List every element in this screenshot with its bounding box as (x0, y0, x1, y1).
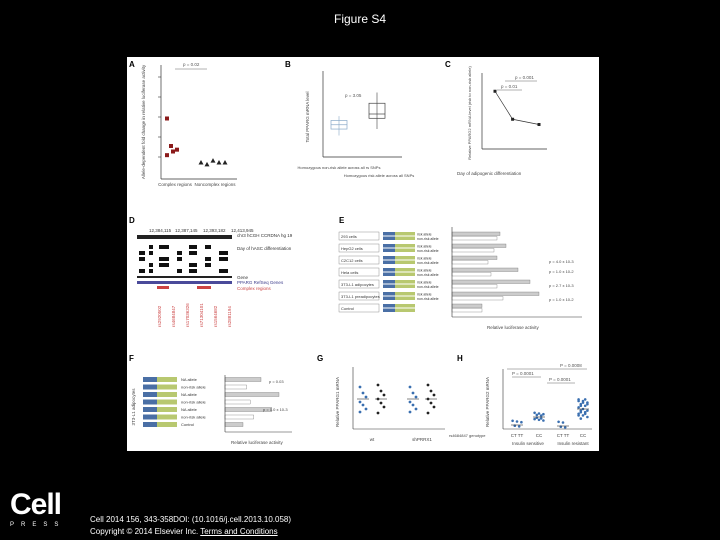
panel-h-point (580, 417, 583, 420)
panel-e-construct (383, 232, 395, 236)
panel-f-row-label: non-risk allele (181, 399, 206, 405)
cell-press-logo (10, 488, 66, 528)
panel-h-xcat-3: CT TT (556, 433, 570, 438)
panel-d-coord-3: 12,393,182 (203, 228, 226, 233)
panel-d-signal-bar (159, 245, 169, 249)
panel-c-p2: p = 0.01 (501, 84, 518, 89)
panel-e-construct (383, 309, 395, 313)
panel-f-construct (143, 392, 157, 397)
panel-e-construct (395, 244, 415, 248)
panel-e-label: E (339, 216, 345, 225)
panel-f-row-label: NA allele (181, 377, 197, 382)
panel-h-xheader: rs4684847 genotype (449, 433, 486, 438)
panel-e-cell-label: Hela cells (341, 270, 359, 275)
citation (90, 514, 291, 538)
panel-h-point (582, 414, 585, 417)
panel-g-point (415, 396, 418, 399)
panel-a-ylabel: Allele-dependent fold change in relative luciferase activity (141, 64, 146, 180)
panel-d-snp-4: rs71304101 (199, 303, 204, 327)
panel-h-point (577, 414, 580, 417)
panel-d-bars (139, 245, 228, 273)
panel-e-bar (452, 244, 506, 248)
panel-d-signal-bar (205, 257, 211, 261)
panel-e-construct (383, 237, 395, 241)
panel-e-bar (452, 304, 482, 308)
panel-h-point (580, 411, 583, 414)
panel-e-bar (452, 273, 491, 277)
panel-f-p2: p = 1.0 x 10-3 (263, 407, 288, 412)
panel-a-point (165, 117, 169, 121)
panel-d-signal-bar (149, 269, 153, 273)
panel-h-point (564, 426, 567, 429)
panel-h-point (520, 421, 523, 424)
panel-g-point (383, 394, 386, 397)
panel-e-construct (395, 232, 415, 236)
panel-e-construct (395, 309, 415, 313)
panel-d-track-label-1: chr3 hCGH CCRDNA hg 19 (237, 233, 293, 238)
panel-e-construct (395, 256, 415, 260)
panel-g-xcat-1: wt (369, 437, 375, 442)
panel-e-bar (452, 292, 539, 296)
panel-g-point (433, 406, 436, 409)
panel-g-point (377, 384, 380, 387)
panel-f-construct (143, 377, 157, 382)
panel-f-row-label: NA allele (181, 407, 197, 412)
panel-e-bar (452, 280, 530, 284)
panel-g-point (359, 386, 362, 389)
panel-c-p1: p = 0.001 (515, 75, 534, 80)
panel-f-construct (143, 385, 157, 390)
panel-e-bar (452, 261, 488, 265)
panel-e-rows (339, 232, 539, 312)
panel-g-point (362, 404, 365, 407)
panel-e-construct (395, 304, 415, 308)
panel-c-point (511, 118, 514, 121)
panel-d-coord-4: 12,413,945 (231, 228, 254, 233)
panel-f-bar (225, 415, 254, 419)
panel-g (317, 354, 445, 442)
panel-g-label: G (317, 354, 324, 363)
panel-d-signal-bar (139, 269, 145, 273)
panel-e-p3: p = 2.7 x 10-3 (549, 283, 574, 288)
panel-d-signal-bar (139, 257, 145, 261)
panel-d-coord-2: 12,387,145 (175, 228, 198, 233)
panel-g-xcat-2: shPRRX1 (412, 437, 432, 442)
panel-f-bar (225, 378, 261, 382)
panel-e-bar (452, 232, 500, 236)
panel-c (445, 60, 547, 176)
panel-f-construct (157, 415, 177, 420)
panel-h-xcat-2: CC (535, 433, 543, 438)
panel-e-construct (383, 268, 395, 272)
panel-g-point (359, 401, 362, 404)
panel-e (339, 216, 582, 330)
panel-g-point (409, 386, 412, 389)
panel-e-allele-label: risk allele (417, 268, 432, 273)
panel-h-point (516, 420, 519, 423)
panel-h-xcat-4: CC (579, 433, 587, 438)
panel-h-point (586, 409, 589, 412)
panel-f-construct (157, 377, 177, 382)
panel-d-track-label-4: PPARG RefSeq Genes (237, 280, 284, 285)
panel-b (285, 60, 414, 178)
panel-b-xcat-1: Homozygous non-risk allele across all rs SNPs (297, 165, 381, 170)
panel-e-construct (395, 292, 415, 296)
panel-f-row-label: Control (181, 422, 194, 427)
panel-g-point (430, 402, 433, 405)
panel-a-point (205, 162, 210, 167)
panel-d-track-1 (137, 235, 232, 239)
panel-h-point (557, 421, 560, 424)
panel-d-snp-3: rs17036326 (185, 303, 190, 327)
panel-d-track-label-3: Gene (237, 275, 249, 280)
panel-f-construct (157, 400, 177, 405)
panel-d-signal-bar (189, 269, 197, 273)
panel-d-signal-bar (149, 245, 153, 249)
panel-d-signal-bar (159, 257, 169, 261)
panel-g-point (415, 408, 418, 411)
panel-h-group-2: Insulin resistant (557, 441, 589, 446)
panel-f-construct (157, 385, 177, 390)
panel-g-point (412, 404, 415, 407)
panel-e-cell-label: Control (341, 306, 354, 311)
terms-link[interactable]: Terms and Conditions (200, 527, 278, 536)
panel-e-p1: p = 4.0 x 10-3 (549, 259, 574, 264)
panel-a-point (199, 160, 204, 165)
panel-e-p2: p = 1.0 x 10-2 (549, 269, 574, 274)
panel-d-snp-5: rs1564682 (213, 305, 218, 327)
panel-d-label: D (129, 216, 135, 225)
panel-d-signal-bar (149, 263, 153, 267)
panel-e-construct (395, 268, 415, 272)
panel-e-construct (383, 256, 395, 260)
panel-f-construct (157, 392, 177, 397)
panel-e-bar (452, 237, 497, 241)
panel-h-point (580, 405, 583, 408)
panel-e-construct (383, 285, 395, 289)
panel-e-cell-label: 3T3-L1 adipocytes (341, 282, 374, 287)
panel-g-point (359, 411, 362, 414)
panel-e-construct (383, 261, 395, 265)
panel-a-pvalue: p = 0.02 (183, 62, 200, 67)
panel-f-bar (225, 393, 279, 397)
panel-h-point (542, 413, 545, 416)
panel-h-ylabel: Relative PPARG2 mRNA (485, 377, 490, 427)
panel-h-point (538, 419, 541, 422)
panel-f-row-label: non-risk allele (181, 384, 206, 390)
panel-e-construct (395, 249, 415, 253)
panel-g-point (412, 392, 415, 395)
panel-f-rows (143, 377, 279, 427)
panel-a (129, 60, 237, 187)
panel-h-point (586, 403, 589, 406)
panel-e-construct (383, 292, 395, 296)
panel-h-point (511, 420, 514, 423)
panel-e-cell-label: HepG2 cells (341, 246, 363, 251)
panel-a-point (169, 144, 173, 148)
panel-d-signal-bar (189, 245, 197, 249)
panel-h-point (584, 405, 587, 408)
copyright-text: Copyright © 2014 Elsevier Inc. (90, 527, 199, 536)
panel-c-point (494, 90, 497, 93)
panel-d-signal-bar (177, 269, 182, 273)
panel-d-coord-1: 12,384,115 (149, 228, 172, 233)
panel-e-construct (395, 297, 415, 301)
panel-h-xcat-1: CT TT (510, 433, 524, 438)
panel-h-point (540, 414, 543, 417)
panel-d-complex-2 (197, 286, 211, 289)
panel-d-signal-bar (149, 251, 153, 255)
panel-e-allele-label: non-risk allele (417, 261, 439, 265)
panel-h-point (536, 414, 539, 417)
panel-h-point (577, 406, 580, 409)
panel-f-xlabel: Relative luciferase activity (231, 440, 283, 445)
panel-f-ylabel: 3T3-L1 adipocytes (131, 388, 136, 426)
panel-h-point (586, 416, 589, 419)
panel-e-bar (452, 285, 497, 289)
panel-e-construct (383, 304, 395, 308)
panel-e-bar (452, 249, 494, 253)
panel-h-point (577, 400, 580, 403)
panel-d-signal-bar (189, 251, 197, 255)
panel-e-allele-label: non-risk allele (417, 237, 439, 241)
panel-f-label: F (129, 354, 134, 363)
panel-d-gene (137, 281, 232, 284)
panel-h-point (540, 417, 543, 420)
panel-e-allele-label: risk allele (417, 256, 432, 261)
panel-e-construct (395, 261, 415, 265)
panel-b-boxes (331, 93, 385, 136)
panel-b-ylabel: Total PPARG mRNA level (305, 91, 310, 143)
panel-e-cell-label: C2C12 cells (341, 258, 363, 263)
panel-a-point (175, 148, 179, 152)
panel-d-complex-1 (157, 286, 169, 289)
panel-e-bar (452, 309, 482, 313)
panel-d-signal-bar (177, 251, 182, 255)
panel-e-p4: p = 1.0 x 10-2 (549, 297, 574, 302)
panel-c-series-line (495, 91, 539, 124)
panel-h-point (542, 419, 545, 422)
panel-e-construct (395, 273, 415, 277)
figure-panel (127, 57, 599, 451)
panel-g-point (427, 384, 430, 387)
panel-a-points (165, 117, 228, 167)
panel-a-point (171, 150, 175, 154)
panel-f-construct (143, 415, 157, 420)
panel-e-construct (383, 244, 395, 248)
panel-f-row-label: NA allele (181, 392, 197, 397)
panel-c-label: C (445, 60, 451, 69)
panel-d-signal-bar (219, 251, 228, 255)
panel-c-ylabel: Relative PPARG2 mRNA level (risk to non-risk allele) (467, 66, 472, 160)
panel-g-point (430, 390, 433, 393)
panel-g-point (383, 406, 386, 409)
panel-e-allele-label: non-risk allele (417, 285, 439, 289)
panel-a-point (223, 160, 228, 165)
panel-h-point (518, 425, 521, 428)
panel-d-signal-bar (219, 269, 228, 273)
panel-g-point (427, 412, 430, 415)
panel-f-construct (143, 400, 157, 405)
panel-h-points (511, 398, 589, 429)
panel-a-xcat-1: Complex regions (158, 182, 192, 187)
panel-e-bar (452, 268, 518, 272)
panel-d-snp-6: rs2881194 (227, 306, 232, 327)
panel-e-allele-label: risk allele (417, 232, 432, 237)
panel-e-bar (452, 256, 497, 260)
panel-e-construct (395, 285, 415, 289)
panel-e-allele-label: non-risk allele (417, 249, 439, 253)
panel-d-snp-1: rs2920502 (157, 305, 162, 327)
panel-b-xcat-2: Homozygous risk allele across all SNPs (343, 173, 415, 178)
panel-g-point (365, 408, 368, 411)
panel-d-track-label-5: Complex regions (237, 286, 271, 291)
panel-e-cell-label: 293 cells (341, 234, 357, 239)
panel-h-group-1: Insulin sensitive (512, 441, 544, 446)
panel-h-point (562, 421, 565, 424)
panel-h-point (538, 412, 541, 415)
panel-f-p1: p = 0.03 (269, 379, 284, 384)
panel-e-construct (383, 297, 395, 301)
panel-f-row-label: non-risk allele (181, 414, 206, 420)
panel-e-construct (383, 280, 395, 284)
panel-c-xlabel: Day of adipogenic differentiation (457, 171, 522, 176)
panel-a-point (165, 153, 169, 157)
panel-e-construct (395, 237, 415, 241)
panel-e-allele-label: non-risk allele (417, 273, 439, 277)
panel-f-construct (143, 422, 157, 427)
panel-g-ylabel: Relative PPARG1 mRNA (335, 377, 340, 427)
panel-c-line (494, 90, 541, 126)
panel-h-point (533, 412, 536, 415)
panel-g-point (409, 401, 412, 404)
panel-e-allele-label: non-risk allele (417, 297, 439, 301)
panel-e-allele-label: risk allele (417, 244, 432, 249)
panel-g-point (377, 412, 380, 415)
panel-f (129, 354, 292, 445)
panel-g-point (433, 394, 436, 397)
panel-g-point (380, 402, 383, 405)
logo-press: PRESS (10, 522, 66, 528)
panel-f-construct (157, 422, 177, 427)
panel-h-pb: P = 0.0001 (549, 377, 571, 382)
panel-b-label: B (285, 60, 291, 69)
panel-d (129, 216, 293, 327)
panel-g-point (409, 411, 412, 414)
panel-e-bar (452, 297, 503, 301)
panel-d-snp-2: rs4684847 (171, 305, 176, 327)
panel-f-bar (225, 385, 247, 389)
panel-e-construct (383, 249, 395, 253)
panel-d-signal-bar (219, 257, 228, 261)
panel-e-cell-label: 3T3-L1 preadipocytes (341, 294, 380, 299)
panel-a-label: A (129, 60, 135, 69)
panel-a-point (211, 158, 216, 163)
panel-d-signal-bar (159, 263, 169, 267)
panel-d-signal-bar (205, 263, 211, 267)
logo-word: Cell (10, 488, 62, 521)
citation-line: Cell 2014 156, 343-358DOI: (10.1016/j.cell.2013.10.058) (90, 515, 292, 524)
page-title: Figure S4 (333, 12, 387, 26)
panel-e-construct (395, 280, 415, 284)
panel-e-allele-label: risk allele (417, 280, 432, 285)
panel-e-allele-label: risk allele (417, 292, 432, 297)
panel-c-point (538, 123, 541, 126)
panel-g-points (357, 384, 437, 415)
panel-f-construct (143, 407, 157, 412)
panel-h-pa: P = 0.0001 (512, 371, 534, 376)
panel-d-signal-bar (177, 257, 182, 261)
panel-d-signal-bar (139, 251, 145, 255)
panel-h-point (584, 413, 587, 416)
panel-h-label: H (457, 354, 463, 363)
panel-h-pc: P = 0.0008 (560, 363, 582, 368)
panel-h-point (584, 398, 587, 401)
panel-f-construct (157, 407, 177, 412)
panel-e-xlabel: Relative luciferase activity (487, 325, 539, 330)
panel-a-xcat-2: Noncomplex regions (194, 182, 236, 187)
panel-f-bar (225, 423, 243, 427)
panel-e-construct (383, 273, 395, 277)
panel-d-signal-bar (205, 245, 211, 249)
panel-h (449, 354, 592, 446)
panel-a-point (217, 160, 222, 165)
panel-h-point (533, 418, 536, 421)
panel-g-point (362, 392, 365, 395)
panel-g-point (380, 390, 383, 393)
copyright-line (90, 526, 291, 538)
panel-b-pvalue: p = 3.05 (345, 93, 362, 98)
panel-g-point (365, 396, 368, 399)
figure-svg (127, 57, 599, 451)
panel-f-bar (225, 400, 250, 404)
panel-d-track-label-2: Day of hASC differentiation (237, 246, 292, 251)
panel-d-signal-bar (189, 263, 197, 267)
panel-h-point (582, 401, 585, 404)
